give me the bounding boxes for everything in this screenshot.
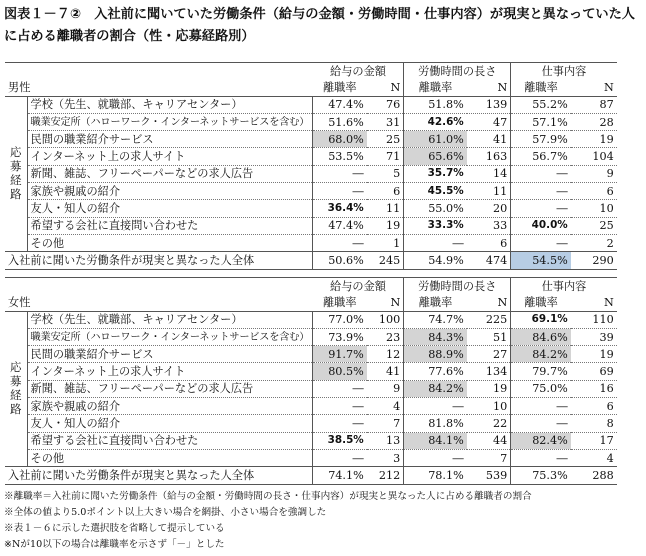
rate-cell: ―: [511, 234, 571, 251]
table-row: [5, 398, 617, 415]
rate-cell: 79.7%: [511, 363, 571, 380]
header-blank: [5, 63, 313, 80]
row-label: 学校（先生、就職部、キャリアセンター）: [27, 311, 313, 328]
row-label: 家族や親戚の紹介: [27, 398, 313, 415]
rate-cell: 47.4%: [313, 217, 367, 234]
side-label: 応募経路: [10, 360, 22, 417]
rate-cell: 65.6%: [404, 148, 467, 165]
table-row: [5, 183, 617, 200]
rate-cell: ―: [313, 415, 367, 432]
row-label: 職業安定所（ハローワーク・インターネットサービスを含む）: [27, 113, 313, 130]
n-cell: 9: [571, 165, 617, 182]
rate-cell: 38.5%: [313, 432, 367, 449]
rate-subheader: 離職率: [511, 79, 571, 96]
side-label-cell: [5, 311, 27, 467]
rate-cell: 88.9%: [404, 346, 467, 363]
n-cell: 71: [367, 148, 404, 165]
rate-cell: ―: [511, 398, 571, 415]
rate-cell: ―: [404, 449, 467, 466]
total-rate-cell: 74.1%: [313, 467, 367, 484]
n-cell: 225: [467, 311, 511, 328]
n-cell: 19: [367, 217, 404, 234]
table-row: [5, 311, 617, 328]
rate-cell: ―: [511, 200, 571, 217]
n-cell: 8: [571, 415, 617, 432]
rate-cell: 53.5%: [313, 148, 367, 165]
n-subheader: N: [390, 295, 401, 309]
n-subheader: N: [497, 295, 508, 309]
side-label-cell: [5, 96, 27, 252]
n-cell: 33: [467, 217, 511, 234]
note-3: ※表１－６に示した選択肢を省略して提示している: [4, 523, 225, 534]
n-cell: 104: [571, 148, 617, 165]
n-subheader: N: [497, 80, 508, 94]
row-label: インターネット上の求人サイト: [27, 363, 313, 380]
n-cell: 17: [571, 432, 617, 449]
table-row: [5, 380, 617, 397]
rate-cell: 75.0%: [511, 380, 571, 397]
rate-cell: ―: [404, 398, 467, 415]
n-subheader: N: [603, 80, 614, 94]
n-cell: 16: [571, 380, 617, 397]
rate-cell: ―: [313, 449, 367, 466]
n-cell: 28: [571, 113, 617, 130]
rate-cell: 55.0%: [404, 200, 467, 217]
rate-cell: ―: [313, 398, 367, 415]
n-cell: 3: [367, 449, 404, 466]
rate-cell: ―: [511, 415, 571, 432]
n-cell: 134: [467, 363, 511, 380]
rate-cell: 56.7%: [511, 148, 571, 165]
n-cell: 13: [367, 432, 404, 449]
rate-cell: 77.0%: [313, 311, 367, 328]
n-cell: 76: [367, 96, 404, 113]
n-cell: 5: [367, 165, 404, 182]
rate-cell: 57.9%: [511, 131, 571, 148]
row-label: 新聞、雑誌、フリーペーパーなどの求人広告: [27, 165, 313, 182]
row-label: 希望する会社に直接問い合わせた: [27, 217, 313, 234]
female-table: [5, 277, 617, 485]
rate-cell: 73.9%: [313, 328, 367, 345]
row-label: 民間の職業紹介サービス: [27, 131, 313, 148]
n-cell: 163: [467, 148, 511, 165]
row-label: その他: [27, 234, 313, 251]
table-row: [5, 131, 617, 148]
rate-cell: 40.0%: [511, 217, 571, 234]
rate-cell: 51.6%: [313, 113, 367, 130]
n-cell: 41: [367, 363, 404, 380]
total-n-cell: 539: [467, 467, 511, 484]
total-rate-cell: 50.6%: [313, 252, 367, 269]
n-cell: 4: [367, 398, 404, 415]
total-n-cell: 474: [467, 252, 511, 269]
table-row: [5, 96, 617, 113]
n-cell: 11: [467, 183, 511, 200]
n-cell: 4: [571, 449, 617, 466]
table-title: 図表１－７② 入社前に聞いていた労働条件（給与の金額・労働時間・仕事内容）が現実と異なっていた人に占める離職者の割合（性・応募経路別）: [4, 7, 635, 44]
rate-cell: 80.5%: [313, 363, 367, 380]
side-label: 応募経路: [10, 145, 22, 202]
n-cell: 12: [367, 346, 404, 363]
table-row: [5, 432, 617, 449]
male-table: [5, 62, 617, 270]
n-cell: 22: [467, 415, 511, 432]
n-cell: 31: [367, 113, 404, 130]
rate-cell: ―: [404, 234, 467, 251]
n-cell: 6: [467, 234, 511, 251]
header-blank: [5, 278, 313, 295]
row-label: 民間の職業紹介サービス: [27, 346, 313, 363]
rate-cell: 55.2%: [511, 96, 571, 113]
note-1: ※離職率＝入社前に聞いた労働条件（給与の金額・労働時間の長さ・仕事内容）が現実と異なった人に占める離職者の割合: [4, 491, 532, 502]
total-rate-cell: 54.9%: [404, 252, 467, 269]
note-2: ※全体の値より5.0ポイント以上大きい場合を網掛、小さい場合を強調した: [4, 507, 327, 518]
n-cell: 20: [467, 200, 511, 217]
total-row: [5, 252, 617, 269]
rate-cell: 57.1%: [511, 113, 571, 130]
rate-subheader: 離職率: [404, 294, 467, 311]
rate-cell: 36.4%: [313, 200, 367, 217]
rate-cell: 84.2%: [404, 380, 467, 397]
n-cell: 6: [367, 183, 404, 200]
n-cell: 41: [467, 131, 511, 148]
n-cell: 7: [467, 449, 511, 466]
rate-cell: 77.6%: [404, 363, 467, 380]
rate-cell: ―: [511, 183, 571, 200]
rate-cell: 35.7%: [404, 165, 467, 182]
rate-cell: 84.3%: [404, 328, 467, 345]
row-label: インターネット上の求人サイト: [27, 148, 313, 165]
total-rate-cell: 78.1%: [404, 467, 467, 484]
rate-cell: 84.6%: [511, 328, 571, 345]
table-row: [5, 363, 617, 380]
rate-cell: 42.6%: [404, 113, 467, 130]
n-cell: 87: [571, 96, 617, 113]
rate-cell: 84.2%: [511, 346, 571, 363]
rate-cell: 82.4%: [511, 432, 571, 449]
table-row: [5, 234, 617, 251]
n-cell: 44: [467, 432, 511, 449]
total-n-cell: 212: [367, 467, 404, 484]
rate-cell: 84.1%: [404, 432, 467, 449]
column-group-header: 仕事内容: [511, 278, 617, 295]
n-cell: 110: [571, 311, 617, 328]
table-row: [5, 217, 617, 234]
row-label: 学校（先生、就職部、キャリアセンター）: [27, 96, 313, 113]
n-subheader: N: [390, 80, 401, 94]
rate-cell: 47.4%: [313, 96, 367, 113]
total-row: [5, 467, 617, 484]
total-rate-cell: 75.3%: [511, 467, 571, 484]
row-label: 友人・知人の紹介: [27, 200, 313, 217]
rate-cell: ―: [511, 165, 571, 182]
n-cell: 6: [571, 398, 617, 415]
total-label: 入社前に聞いた労働条件が現実と異なった人全体: [5, 467, 313, 484]
n-cell: 11: [367, 200, 404, 217]
n-cell: 10: [571, 200, 617, 217]
table-row: [5, 346, 617, 363]
rate-cell: 69.1%: [511, 311, 571, 328]
row-label: その他: [27, 449, 313, 466]
total-n-cell: 245: [367, 252, 404, 269]
n-cell: 19: [571, 131, 617, 148]
table-row: [5, 148, 617, 165]
row-label: 希望する会社に直接問い合わせた: [27, 432, 313, 449]
rate-cell: 74.7%: [404, 311, 467, 328]
column-group-header: 仕事内容: [511, 63, 617, 80]
rate-cell: 91.7%: [313, 346, 367, 363]
rate-cell: ―: [313, 165, 367, 182]
n-cell: 6: [571, 183, 617, 200]
table-row: [5, 200, 617, 217]
table-row: [5, 328, 617, 345]
n-cell: 39: [571, 328, 617, 345]
rate-cell: ―: [511, 449, 571, 466]
row-label: 友人・知人の紹介: [27, 415, 313, 432]
row-label: 新聞、雑誌、フリーペーパーなどの求人広告: [27, 380, 313, 397]
n-cell: 69: [571, 363, 617, 380]
n-cell: 27: [467, 346, 511, 363]
section-label: 女性: [8, 295, 31, 309]
n-cell: 23: [367, 328, 404, 345]
rate-cell: 33.3%: [404, 217, 467, 234]
n-cell: 19: [571, 346, 617, 363]
note-4: ※Nが10以下の場合は離職率を示さず「－」とした: [4, 539, 225, 550]
n-cell: 10: [467, 398, 511, 415]
column-group-header: 労働時間の長さ: [404, 278, 511, 295]
n-cell: 2: [571, 234, 617, 251]
n-cell: 25: [571, 217, 617, 234]
rate-cell: 61.0%: [404, 131, 467, 148]
row-label: 職業安定所（ハローワーク・インターネットサービスを含む）: [27, 328, 313, 345]
total-label: 入社前に聞いた労働条件が現実と異なった人全体: [5, 252, 313, 269]
rate-cell: 51.8%: [404, 96, 467, 113]
n-cell: 100: [367, 311, 404, 328]
n-cell: 25: [367, 131, 404, 148]
n-cell: 9: [367, 380, 404, 397]
table-row: [5, 449, 617, 466]
rate-subheader: 離職率: [322, 295, 357, 309]
n-subheader: N: [603, 295, 614, 309]
table-row: [5, 165, 617, 182]
n-cell: 139: [467, 96, 511, 113]
n-cell: 19: [467, 380, 511, 397]
rate-cell: 81.8%: [404, 415, 467, 432]
n-cell: 7: [367, 415, 404, 432]
section-label: 男性: [8, 80, 31, 94]
table-row: [5, 415, 617, 432]
total-n-cell: 290: [571, 252, 617, 269]
row-label: 家族や親戚の紹介: [27, 183, 313, 200]
total-rate-cell: 54.5%: [511, 252, 571, 269]
rate-cell: 68.0%: [313, 131, 367, 148]
rate-cell: ―: [313, 234, 367, 251]
table-row: [5, 113, 617, 130]
column-group-header: 労働時間の長さ: [404, 63, 511, 80]
column-group-header: 給与の金額: [313, 278, 404, 295]
rate-subheader: 離職率: [511, 294, 571, 311]
n-cell: 47: [467, 113, 511, 130]
column-group-header: 給与の金額: [313, 63, 404, 80]
rate-cell: 45.5%: [404, 183, 467, 200]
n-cell: 14: [467, 165, 511, 182]
rate-cell: ―: [313, 380, 367, 397]
total-n-cell: 288: [571, 467, 617, 484]
rate-subheader: 離職率: [322, 80, 357, 94]
notes: [4, 489, 532, 553]
rate-cell: ―: [313, 183, 367, 200]
rate-subheader: 離職率: [404, 79, 467, 96]
n-cell: 51: [467, 328, 511, 345]
n-cell: 1: [367, 234, 404, 251]
